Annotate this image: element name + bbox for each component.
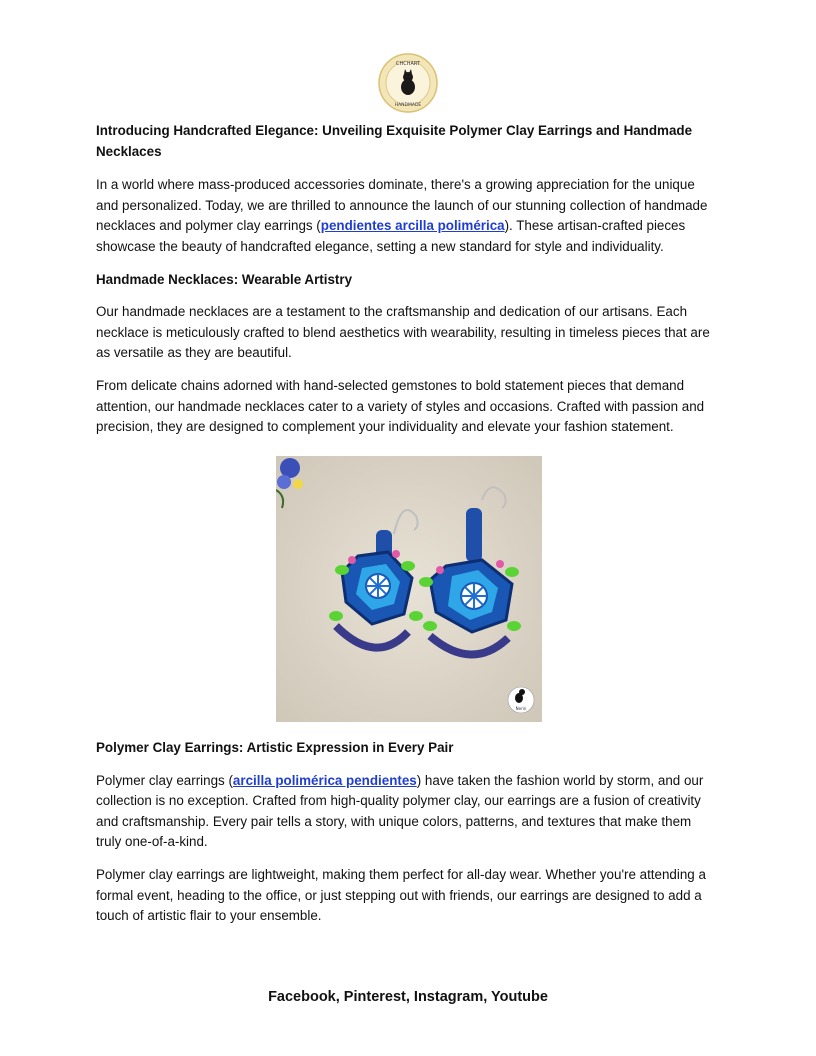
arcilla-link[interactable]: arcilla polimérica pendientes (232, 772, 417, 788)
watermark-logo (508, 687, 534, 713)
article-upper (96, 121, 720, 438)
article-title: Introducing Handcrafted Elegance: Unveiling Exquisite Polymer Clay Earrings and Handmade Necklaces (96, 123, 693, 159)
section-heading-earrings: Polymer Clay Earrings: Artistic Expression in Every Pair (96, 740, 454, 755)
earrings-paragraph-1: Polymer clay earrings (arcilla polimérica pendientes) have taken the fashion world by storm, and our collection is no exception. Crafted from high-quality polymer clay, our earrings are a fusion of creativity and craftsmanship. Every pair tells a story, with unique colors, patterns, and textures that make them truly one-of-a-kind. (96, 772, 704, 850)
necklaces-paragraph-2: From delicate chains adorned with hand-selected gemstones to bold statement pieces that demand attention, our handmade necklaces cater to a variety of styles and occasions. Crafted with passion and precision, they are designed to complement your individuality and elevate your fashion statement. (96, 377, 705, 435)
pendientes-link[interactable]: pendientes arcilla polimérica (320, 218, 505, 234)
logo-text-top: CHCHART (395, 61, 421, 67)
svg-text:Nerin: Nerin (515, 706, 527, 711)
brand-logo (346, 52, 470, 114)
earrings-photo (276, 456, 542, 722)
logo-text-bottom: HANDMADE (394, 103, 422, 108)
earrings-paragraph-2: Polymer clay earrings are lightweight, making them perfect for all-day wear. Whether you're attending a formal event, heading to the office, or just stepping out with friends, our earrings are designed to add a touch of artistic flair to your ensemble. (96, 866, 706, 924)
intro-paragraph: In a world where mass-produced accessories dominate, there's a growing appreciation for the unique and personalized. Today, we are thrilled to announce the launch of our stunning collection of handmade necklaces and polymer clay earrings (pendientes arcilla polimérica). These artisan-crafted pieces showcase the beauty of handcrafted elegance, setting a new standard for style and individuality. (96, 177, 708, 254)
necklaces-paragraph-1: Our handmade necklaces are a testament to the craftsmanship and dedication of our artisans. Each necklace is meticulously crafted to blend aesthetics with wearability, resulting in timeless pieces that are as versatile as they are beautiful. (96, 304, 710, 361)
social-footer: Facebook, Pinterest, Instagram, Youtube (268, 989, 548, 1005)
article-lower (96, 738, 720, 927)
section-heading-necklaces: Handmade Necklaces: Wearable Artistry (96, 271, 353, 287)
